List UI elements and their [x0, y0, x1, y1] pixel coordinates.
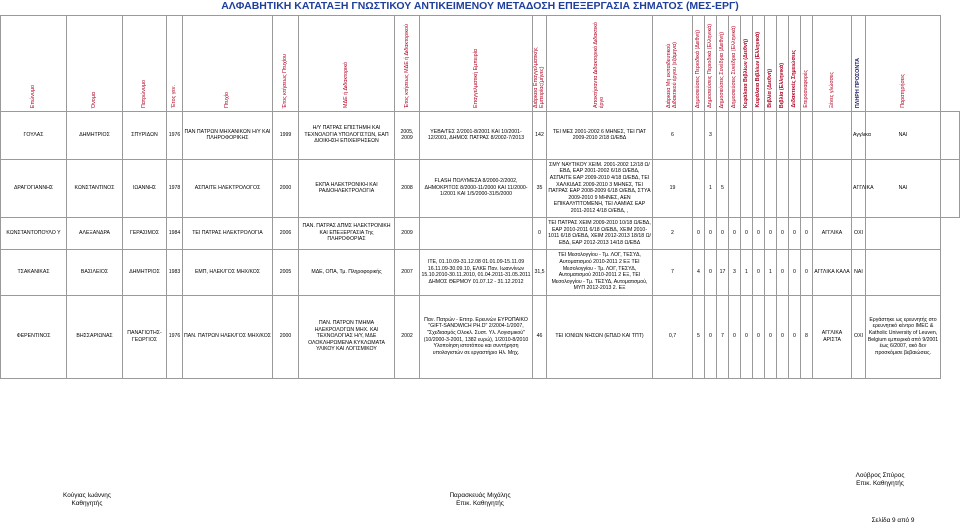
table-cell: 0	[729, 295, 741, 378]
table-cell: 3	[729, 249, 741, 295]
table-cell: 0	[753, 217, 765, 249]
column-header	[705, 16, 717, 112]
table-cell: ΒΗΣΣΑΡΙΩΝΑΣ	[67, 295, 123, 378]
table-cell: 19	[653, 159, 693, 217]
table-cell: 0	[789, 217, 801, 249]
column-header-label: Δημοσιεύσεις Περιοδικά (Διεθνή)	[695, 29, 702, 108]
table-cell: 1976	[167, 111, 183, 159]
table-cell: 17	[717, 249, 729, 295]
table-cell: 0	[741, 217, 753, 249]
table-cell	[765, 159, 777, 217]
signer-role: Επικ. Καθηγητής	[856, 480, 904, 488]
column-header-label: Δημοσιεύσεις Συνέδρια (Ελληνικά)	[731, 25, 738, 108]
table-cell: 0	[705, 249, 717, 295]
table-cell: ΝΑΙ	[866, 111, 941, 159]
table-cell: ΥΕΒΑ/ΓΕΣ 2/2001-8/2001 ΚΑΙ 10/2001-12/2001, ΔΗΜΟΣ ΠΑΤΡΑΣ 8/2002-7/2013	[420, 111, 533, 159]
column-header	[789, 16, 801, 112]
column-header-label: ΠΛΗΡΗ ΠΡΟΣΟΝΤΑ	[855, 57, 862, 108]
table-cell: ΒΑΣΙΛΕΙΟΣ	[67, 249, 123, 295]
table-cell: 0	[777, 249, 789, 295]
table-cell	[789, 111, 801, 159]
table-cell	[753, 159, 765, 217]
table-cell	[693, 159, 705, 217]
table-cell: ΚΩΝΣΤΑΝΤΟΠΟΥΛΟ Υ	[1, 217, 67, 249]
column-header	[765, 16, 777, 112]
table-cell: 2002	[395, 295, 420, 378]
column-header	[67, 16, 123, 112]
table-cell: ΑΓΓΛΙΚΑ ΚΑΛΑ	[813, 249, 852, 295]
table-cell: ΔΡΑΓΟΓΙΑΝΝΗΣ	[1, 159, 67, 217]
table-cell: 0	[777, 295, 789, 378]
table-cell: ΟΧΙ	[852, 295, 866, 378]
signer-role: Επικ. Καθηγητής	[456, 500, 504, 508]
table-cell: 1999	[273, 111, 299, 159]
column-header-label: Δημοσιεύσεις Συνέδρια (Διεθνή)	[719, 31, 726, 108]
table-row	[1, 111, 960, 159]
column-header-label: Επώνυμο	[30, 84, 37, 108]
table-cell: 0	[693, 217, 705, 249]
column-header	[717, 16, 729, 112]
table-cell: 2005, 2009	[395, 111, 420, 159]
table-cell	[777, 159, 789, 217]
table-row	[1, 249, 960, 295]
table-cell	[729, 111, 741, 159]
table-cell: 0	[777, 217, 789, 249]
table-cell: Αγγλικα	[852, 111, 866, 159]
table-cell: ΤΕΙ Μεσολογγίου - Τμ. ΛΟΓ, ΤΕΣΥΔ, Αυτοματισμού 2010-2011 2 ΕΞ ΤΕΙ Μεσολογγίου - Τμ. ΛΟΓ, ΤΕΣΥΔ, Αυτοματισμού 2010-2011 2 ΕΞ, ΤΕΙ Μεσολογγίου - Τμ. ΤΕΣΥΔ, Αυτοματισμού, ΜΥΠ 2012-2013 2. ΕΞ	[547, 249, 653, 295]
table-cell: 0	[753, 295, 765, 378]
column-header-label: Πατρώνυμο	[141, 79, 148, 108]
table-cell: 2	[653, 217, 693, 249]
signature-center	[380, 492, 580, 508]
column-header-label: Επαγγελματική Εμπειρία	[472, 49, 479, 108]
column-header	[777, 16, 789, 112]
table-cell	[693, 111, 705, 159]
table-row	[1, 295, 960, 378]
table-cell: 0	[705, 217, 717, 249]
table-cell: ΝΑΙ	[866, 159, 941, 217]
column-header	[813, 16, 852, 112]
table-cell	[789, 159, 801, 217]
table-cell	[741, 111, 753, 159]
table-cell: 0	[789, 295, 801, 378]
table-cell: 2006	[273, 217, 299, 249]
table-cell	[866, 217, 941, 249]
table-cell: 7	[717, 295, 729, 378]
table-cell: 8	[801, 295, 813, 378]
table-cell	[813, 111, 852, 159]
column-header-label: Ετεροαναφορές	[803, 70, 810, 108]
table-cell: ΠΑΝΑΓΙΩΤΗΣ-ΓΕΩΡΓΙΟΣ	[123, 295, 167, 378]
table-cell	[801, 159, 813, 217]
signer-name: Κούγιας Ιωάννης	[63, 492, 111, 499]
signer-name: Λούβρος Σπύρος	[855, 472, 905, 479]
table-cell: 1976	[167, 295, 183, 378]
column-header	[420, 16, 533, 112]
table-cell: ΠΑΝ. ΠΑΤΡΩΝ ΤΜΗΜΑ ΗΛΕΚΡΟΛΟΓΩΝ ΜΗΧ. ΚΑΙ ΤΕΧΝΟΛΟΓΙΑΣ Η/Υ, ΜΔΕ ΟΛΟΚΛΗΡΩΜΕΝΑ ΚΥΚΛΩΜΑΤΑ ΥΛΙΚΟΥ ΚΑΙ ΛΟΓΙΣΜΙΚΟΥ	[299, 295, 395, 378]
column-header	[852, 16, 866, 112]
table-cell	[941, 159, 960, 217]
table-cell: ΤΕΙ ΜΕΣ 2001-2002 6 ΜΗΝΕΣ, ΤΕΙ ΠΑΤ 2009-2010 2/18 Ω/ΕΒΔ	[547, 111, 653, 159]
column-header-label: Αποκτήσαντα Διδακτορικό Διδακτικό έργο	[593, 22, 606, 108]
table-cell: ΤΣΑΚΑΝΙΚΑΣ	[1, 249, 67, 295]
table-cell: ΑΓΓΛΙΚΑ	[813, 217, 852, 249]
table-cell: ΟΧΙ	[852, 217, 866, 249]
column-header	[273, 16, 299, 112]
column-header-label: Δημοσιεύσεις Περιοδικά (Ελληνικά)	[707, 24, 714, 108]
table-cell: ΙΤΕ, 01.10.09-31.12.08 01.01.09-15.11.09 16.11.09-30.09.10, ΕΛΚΕ Παν. Ιωαννίνων 15.10.2010-30.11.2010, 01.04.2011-31.05.2011 ΔΗΜΟΣ ΘΕΡΜΟΥ 01.07.12 - 31.12.2012	[420, 249, 533, 295]
table-cell: 1	[741, 249, 753, 295]
table-cell: ΔΗΜΗΤΡΙΟΣ	[123, 249, 167, 295]
column-header	[123, 16, 167, 112]
table-cell: ΤΕΙ ΠΑΤΡΑΣ ΧΕΙΜ 2009-2010 10/18 Ω/ΕΒΔ, ΕΑΡ 2010-2011 6/18 Ω/ΕΒΔ, ΧΕΙΜ 2010-1011 6/18 Ω/ΕΒΔ, ΧΕΙΜ 2012-2013 18/18 Ω/ΕΒΔ, ΕΑΡ 2012-2013 14/18 Ω/ΕΒΔ	[547, 217, 653, 249]
table-cell: 0	[753, 249, 765, 295]
table-cell: 46	[533, 295, 547, 378]
signer-role: Καθηγητής	[71, 500, 103, 508]
column-header	[533, 16, 547, 112]
table-cell: 0,7	[653, 295, 693, 378]
table-cell: ΠΑΝ. ΠΑΤΡΩΝ ΗΛΕΚ/ΓΟΣ ΜΗΧ/ΚΟΣ	[183, 295, 273, 378]
column-header-label: Κεφάλαια Βιβλίων (Διεθνή)	[743, 38, 750, 108]
column-header	[1, 16, 67, 112]
column-header-label: Διδακτικές Σημειώσεις	[791, 50, 798, 108]
table-cell: 0	[801, 249, 813, 295]
column-header-label: Πτυχίο	[224, 92, 231, 108]
table-cell: 2000	[273, 159, 299, 217]
column-header-label: Παρατηρήσεις	[899, 74, 906, 108]
column-header-label: Διάρκεια Επαγγελματικής Εμπειρίας(μήνες)	[533, 47, 546, 108]
signature-left	[12, 492, 162, 508]
table-cell: ΠΑΝ. ΠΑΤΡΑΣ ΔΠΜΣ ΗΛΕΚΤΡΟΝΙΚΗ ΚΑΙ ΕΠΕΞΕΡΓΑΣΙΑ Της ΠΛΗΡΟΦΟΡΙΑΣ	[299, 217, 395, 249]
table-cell: 2005	[273, 249, 299, 295]
table-cell: 2008	[395, 159, 420, 217]
table-cell: 6	[653, 111, 693, 159]
table-cell: 31,5	[533, 249, 547, 295]
signer-name: Παρασκευάς Μιχάλης	[449, 492, 511, 499]
table-cell: 1	[705, 159, 717, 217]
table-cell: ΑΣΠΑΙΤΕ ΗΛΕΚΤΡΟΛΟΓΟΣ	[183, 159, 273, 217]
table-cell	[777, 111, 789, 159]
data-table	[0, 15, 960, 379]
column-header-label: Έτος κτήσεως Πτυχίου	[282, 53, 289, 108]
table-cell: 0	[717, 217, 729, 249]
table-row	[1, 217, 960, 249]
column-header-label: Όνομα	[91, 91, 98, 108]
table-cell: ΠΑΝ ΠΑΤΡΩΝ ΜΗΧΑΝΙΚΩΝ Η/Υ ΚΑΙ ΠΛΗΡΟΦΟΡΙΚΗΣ	[183, 111, 273, 159]
table-cell: 0	[705, 295, 717, 378]
table-row	[1, 159, 960, 217]
table-cell: 4	[693, 249, 705, 295]
table-cell: 2000	[273, 295, 299, 378]
column-header-label: ΜΔΕ ή Διδακτορικό	[343, 62, 350, 108]
column-header-label: Έτος κτήσεως ΜΔΕ ή Διδακτορικού	[403, 23, 410, 108]
column-header	[801, 16, 813, 112]
table-cell: 7	[653, 249, 693, 295]
table-cell: 0	[729, 217, 741, 249]
table-cell: ΣΠΥΡΙΔΩΝ	[123, 111, 167, 159]
column-header	[167, 16, 183, 112]
column-header	[299, 16, 395, 112]
column-header	[753, 16, 765, 112]
table-cell	[813, 159, 852, 217]
column-header	[183, 16, 273, 112]
table-cell: ΓΕΡΑΣΙΜΟΣ	[123, 217, 167, 249]
table-cell	[753, 111, 765, 159]
page-number: Σελίδα 9 από 9	[871, 517, 915, 524]
table-cell: Παν. Πατρών - Επιτρ. Ερευνών ΕΥΡΩΠΑΙΚΟ "GIFT-SANDWICH PH.D" 2/2004-1/2007, "Σχεδιασμός Ολοκλ. Συστ. Υλ. Λογισμικού" (10/2000-3-2001, 1382 ευρώ), 1/2010-8/2010 Υλοποίηση ιστοτόπου και συντήρηση υπολογιστών σε εργαστήριο Ηλ. Μηχ.	[420, 295, 533, 378]
column-header-label: Κεφάλαια Βιβλίων (Ελληνικά)	[755, 32, 762, 108]
column-header-label: Διάρκεια Μη εκπαιδευτικού Διδακτικού έργου (εξάμηνα)	[666, 42, 679, 108]
table-cell	[420, 217, 533, 249]
table-cell: 2009	[395, 217, 420, 249]
table-cell: 0	[765, 217, 777, 249]
column-header-label: Βιβλία (Διεθνή)	[767, 69, 774, 108]
table-cell: Εργάστηκε ως ερευνητής στο ερευνητικό κέντρο IMEC & Katholic University of Leuven, Belgium εμπειρικά από 9/2001 έως 6/2007, ακό δεν προσκόμισε βεβαιώσεις.	[866, 295, 941, 378]
table-cell: 1984	[167, 217, 183, 249]
column-header-label: Ξένες γλώσσες	[828, 71, 835, 108]
table-cell: ΙΩΑΝΝΗΣ	[123, 159, 167, 217]
table-cell	[765, 111, 777, 159]
table-cell: Η/Υ ΠΑΤΡΑΣ ΕΠΙΣΤΗΜΗ ΚΑΙ ΤΕΧΝΟΛΟΓΙΑ ΥΠΟΛΟΓΙΣΤΩΝ, ΕΑΠ ΔΙΟΙΚΗΣΗ ΕΠΙΧΕΙΡΗΣΕΩΝ	[299, 111, 395, 159]
column-header-label: Έτος γεν.	[171, 85, 178, 108]
table-cell: FLASH ΠΟΛΥΜΕΣΑ 8/2000-2/2002, ΔΗΜΟΚΡΙΤΟΣ 8/2000-11/2000 ΚΑΙ 11/2000-1/2001 ΚΑΙ 1/5/2000-31/5/2000	[420, 159, 533, 217]
table-cell	[741, 159, 753, 217]
table-cell: ΑΛΕΞΑΝΔΡΑ	[67, 217, 123, 249]
table-cell: 1983	[167, 249, 183, 295]
table-cell: 0	[765, 295, 777, 378]
table-cell: ΣΜΥ ΝΑΥΤΙΚΟΥ ΧΕΙΜ. 2001-2002 12/18 Ω/ΕΒΔ, ΕΑΡ 2001-2002 6/18 Ω/ΕΒΔ, ΑΣΠΑΙΤΕ ΕΑΡ 2009-2010 4/18 Ω/ΕΒΔ, ΤΕΙ ΧΑΛΚΙΔΑΣ 2009-2010 3 ΜΗΝΕΣ, ΤΕΙ ΠΑΤΡΑΣ ΕΑΡ 2008-2009 6/18 Ω/ΕΒΔ, ΣΤΥΑ 2009-2010 9 ΜΗΝΕΣ, ΑΕΝ ΕΠΙΚΑΛΥΠΤΟΜΕΝΗ, ΤΕΙ ΛΑΜΙΑΣ ΕΑΡ 2011-2012 4/18 Ω/ΕΒΔ, ,	[547, 159, 653, 217]
table-cell	[717, 111, 729, 159]
table-cell: 2007	[395, 249, 420, 295]
table-cell: ΦΕΡΕΝΤΙΝΟΣ	[1, 295, 67, 378]
table-cell: 142	[533, 111, 547, 159]
table-cell: 5	[717, 159, 729, 217]
table-cell: ΔΗΜΗΤΡΙΟΣ	[67, 111, 123, 159]
column-header	[866, 16, 941, 112]
column-header	[729, 16, 741, 112]
column-header	[741, 16, 753, 112]
table-cell: 0	[741, 295, 753, 378]
table-cell: ΚΩΝΣΤΑΝΤΙΝΟΣ	[67, 159, 123, 217]
table-cell: ΓΟΥΛΑΣ	[1, 111, 67, 159]
table-cell: ΕΜΠ, ΗΛΕΚ/ΓΟΣ ΜΗΧ/ΚΟΣ	[183, 249, 273, 295]
table-cell: ΝΑΙ	[852, 249, 866, 295]
table-cell	[941, 111, 960, 159]
table-cell: 0	[533, 217, 547, 249]
table-cell: ΤΕΙ ΙΟΝΙΩΝ ΝΗΣΩΝ (ΕΠΔΟ ΚΑΙ ΤΠΤ)	[547, 295, 653, 378]
column-header	[395, 16, 420, 112]
table-cell: ΜΔΕ, ΟΠΑ, Τμ. Πληροφορικής	[299, 249, 395, 295]
column-header	[547, 16, 653, 112]
column-header	[653, 16, 693, 112]
table-cell	[801, 111, 813, 159]
table-cell: ΕΚΠΑ ΗΛΕΚΤΡΟΝΙΚΗ ΚΑΙ ΡΑΔΙΟΗΛΕΚΤΡΟΛΟΓΙΑ	[299, 159, 395, 217]
table-cell: ΤΕΙ ΠΑΤΡΑΣ ΗΛΕΚΤΡΟΛΟΓΙΑ	[183, 217, 273, 249]
table-cell: 3	[705, 111, 717, 159]
table-cell	[729, 159, 741, 217]
table-cell	[866, 249, 941, 295]
column-header-label: Βιβλία (Ελληνικά)	[779, 62, 786, 108]
table-cell: 0	[801, 217, 813, 249]
header-row	[1, 16, 960, 112]
table-cell: ΑΓΓΛΙΚΑ ΑΡΙΣΤΑ	[813, 295, 852, 378]
table-cell: ΑΓΓΛΙΚΑ	[852, 159, 866, 217]
signature-right	[820, 472, 940, 488]
page-title: ΑΛΦΑΒΗΤΙΚΗ ΚΑΤΑΤΑΞΗ ΓΝΩΣΤΙΚΟΥ ΑΝΤΙΚΕΙΜΕΝΟΥ ΜΕΤΑΔΟΣΗ ΕΠΕΞΕΡΓΑΣΙΑ ΣΗΜΑΤΟΣ (ΜΕΣ-ΕΡΓ)	[221, 0, 739, 12]
table-cell: 1978	[167, 159, 183, 217]
table-cell: 1	[765, 249, 777, 295]
table-cell: 0	[789, 249, 801, 295]
table-cell: 35	[533, 159, 547, 217]
table-cell: 5	[693, 295, 705, 378]
column-header	[693, 16, 705, 112]
